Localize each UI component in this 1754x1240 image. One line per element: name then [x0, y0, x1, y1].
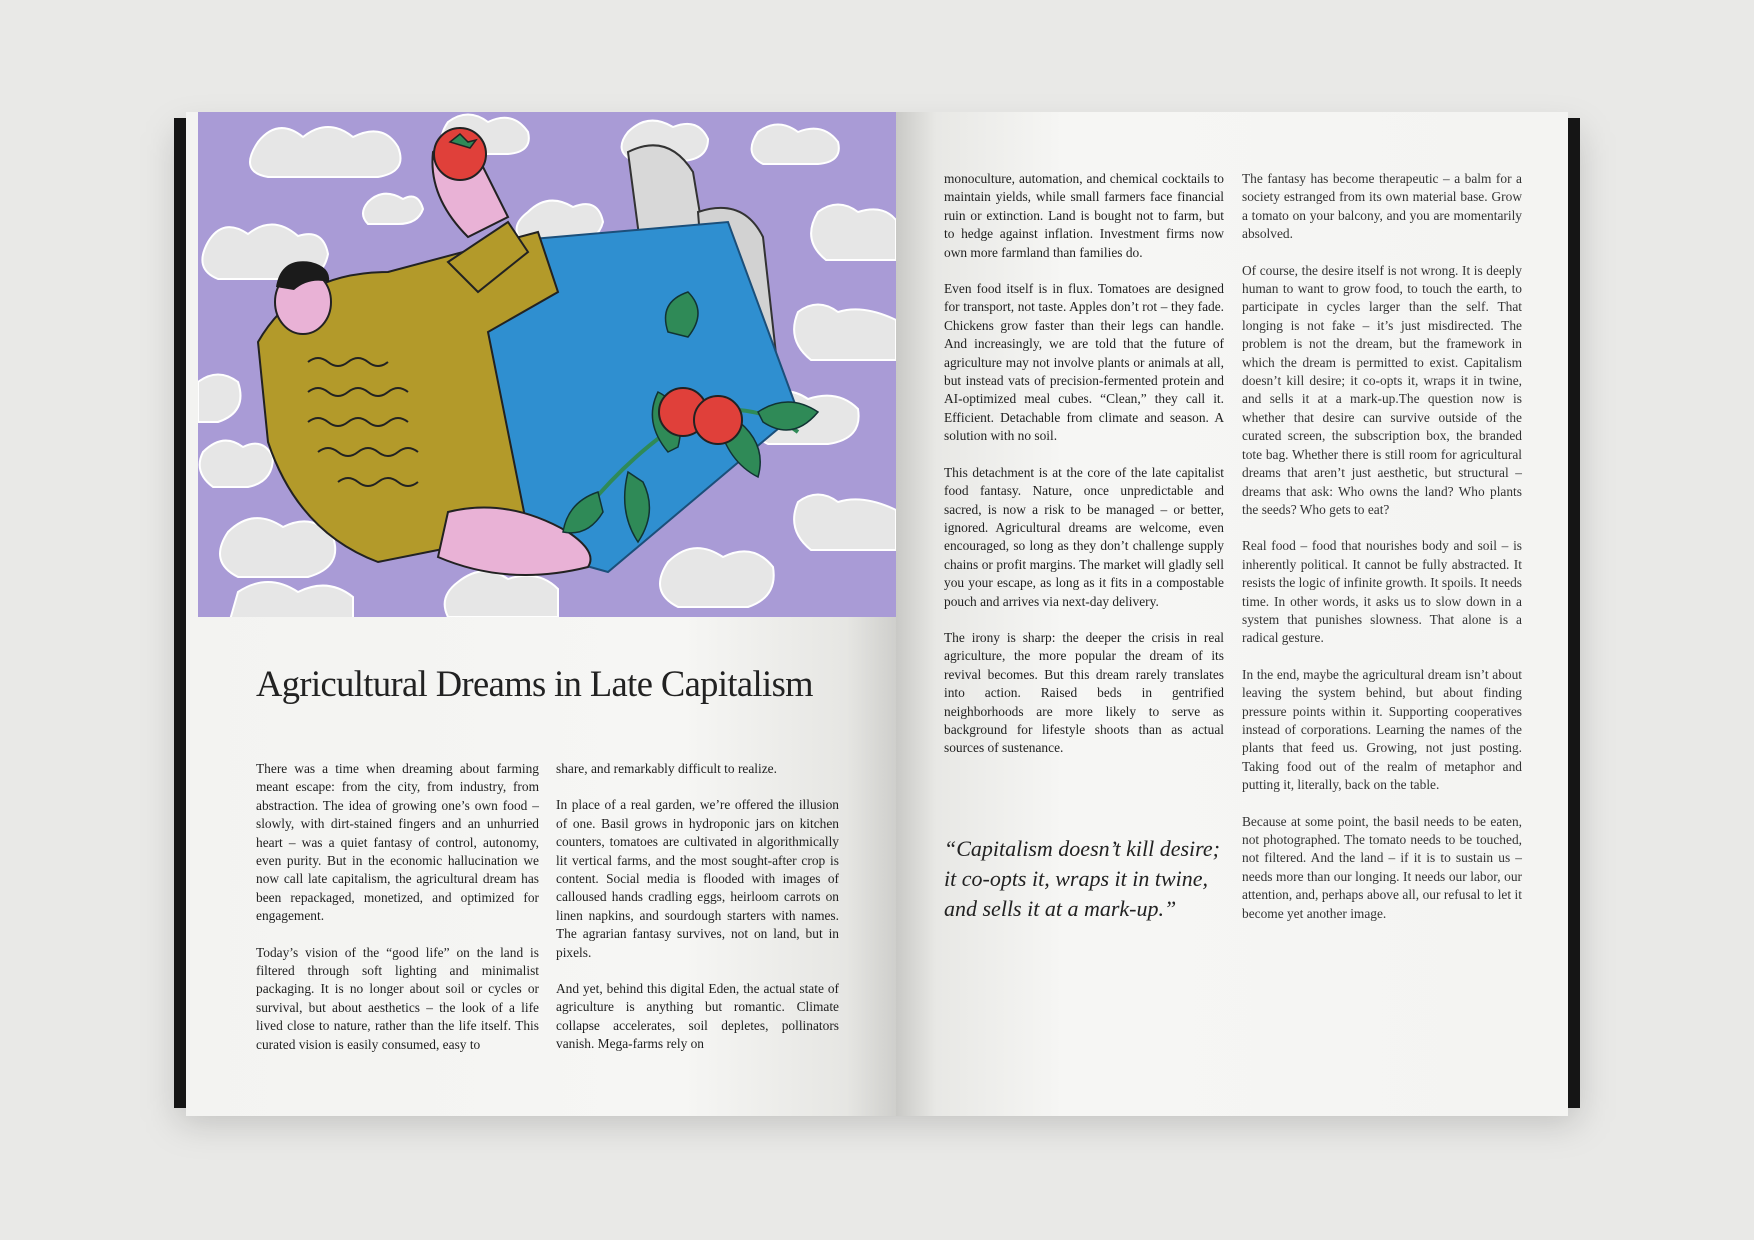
paragraph: This detachment is at the core of the late capitalist food fantasy. Nature, once unpredictable and sacred, is now a risk to be managed – or better, ignored. Agricultural dreams are welcome, even encouraged, so long as they don’t challenge supply chains or profit margins. The market will gladly sell you your escape, as long as it fits in a compostable pouch and arrives via next-day delivery. [944, 464, 1224, 609]
magazine-cover-edge-right [1566, 118, 1580, 1108]
pull-quote: “Capitalism doesn’t kill desire; it co-opts it, wraps it in twine, and sells it at a mark-up.” [944, 836, 1221, 921]
left-column-2 [556, 760, 839, 1072]
left-page [186, 112, 896, 1116]
right-page [896, 112, 1568, 1116]
paragraph: share, and remarkably difficult to realize. [556, 761, 777, 776]
illustration-svg [198, 112, 896, 617]
paragraph: And yet, behind this digital Eden, the actual state of agriculture is anything but romantic. Climate collapse accelerates, soil depletes, pollinators vanish. Mega-farms rely on [556, 981, 839, 1052]
paragraph: There was a time when dreaming about farming meant escape: from the city, from industry, from abstraction. The idea of growing one’s own food – slowly, with dirt-stained fingers and an unhurried heart – was a quiet fantasy of control, autonomy, even purity. But in the economic hallucination we now call late capitalism, the agricultural dream has been repackaged, monetized, and optimized for engagement. [256, 761, 539, 924]
right-column-1 [944, 170, 1224, 776]
paragraph: Because at some point, the basil needs to be eaten, not photographed. The tomato needs to be touched, not filtered. And the land – if it is to sustain us – needs more than our longing. It needs our labor, our attention, and, perhaps above all, our refusal to let it become yet another image. [1242, 813, 1522, 921]
paragraph: monoculture, automation, and chemical cocktails to maintain yields, while small farmers face financial ruin or extinction. Land is bought not to farm, but to hedge against inflation. Investment firms now own more farmland than families do. [944, 171, 1224, 260]
paragraph: Real food – food that nourishes body and soil – is inherently political. It cannot be fully abstracted. It resists the logic of infinite growth. It spoils. It needs time. In other words, it asks us to slow down in a system that punishes slowness. That alone is a radical gesture. [1242, 538, 1522, 646]
paragraph: In the end, maybe the agricultural dream isn’t about leaving the system behind, but about finding pressure points within it. Supporting cooperatives instead of corporations. Learning the names of the plants that feed us. Growing, not just posting. Taking food out of the realm of metaphor and putting it, literally, back on the table. [1242, 666, 1522, 793]
paragraph: The irony is sharp: the deeper the crisis in real agriculture, the more popular the dream of its revival becomes. But this dream rarely translates into action. Raised beds in gentrified neighborhoods are more likely to serve as background for lifestyle shoots than as actual sources of sustenance. [944, 629, 1224, 756]
paragraph: Of course, the desire itself is not wrong. It is deeply human to want to grow food, to touch the earth, to participate in cycles larger than the self. That longing is not fake – it’s just misdirected. The problem is not the dream, but the framework in which the dream is permitted to exist. Capitalism doesn’t kill desire; it co-opts it, wraps it in twine, and sells it at a mark-up.The question now is whether that desire can survive outside of the curated screen, the subscription box, the branded tote bag. Whether there is still room for agricultural dreams that aren’t just aesthetic, but structural – dreams that ask: Who owns the land? Who plants the seeds? Who gets to eat? [1242, 262, 1522, 517]
paragraph: Even food itself is in flux. Tomatoes are designed for transport, not taste. Apples don’t rot – they fade. Chickens grow faster than their legs can handle. And increasingly, we are told that the future of agriculture may not involve plants or animals at all, but instead vats of precision-fermented protein and AI-optimized meal cubes. “Clean,” they call it. Efficient. Detachable from climate and season. A solution with no soil. [944, 281, 1224, 444]
cover-illustration [198, 112, 896, 617]
paragraph: In place of a real garden, we’re offered the illusion of one. Basil grows in hydroponic jars on kitchen counters, tomatoes are cultivated in algorithmically lit vertical farms, and the most sought-after crop is content. Social media is flooded with images of calloused hands cradling eggs, heirloom carrots on linen napkins, and sourdough starters with names. The agrarian fantasy survives, not on land, but in pixels. [556, 797, 839, 960]
right-column-2 [1242, 170, 1522, 941]
paragraph: Today’s vision of the “good life” on the land is filtered through soft lighting and minimalist packaging. It is no longer about soil or cycles or survival, but about aesthetics – the look of a life lived close to nature, rather than the life itself. This curated vision is easily consumed, easy to [256, 944, 539, 1052]
left-column-1 [256, 760, 539, 1072]
article-title: Agricultural Dreams in Late Capitalism [256, 663, 813, 704]
paragraph: The fantasy has become therapeutic – a balm for a society estranged from its own material base. Grow a tomato on your balcony, and you are momentarily absolved. [1242, 171, 1522, 242]
